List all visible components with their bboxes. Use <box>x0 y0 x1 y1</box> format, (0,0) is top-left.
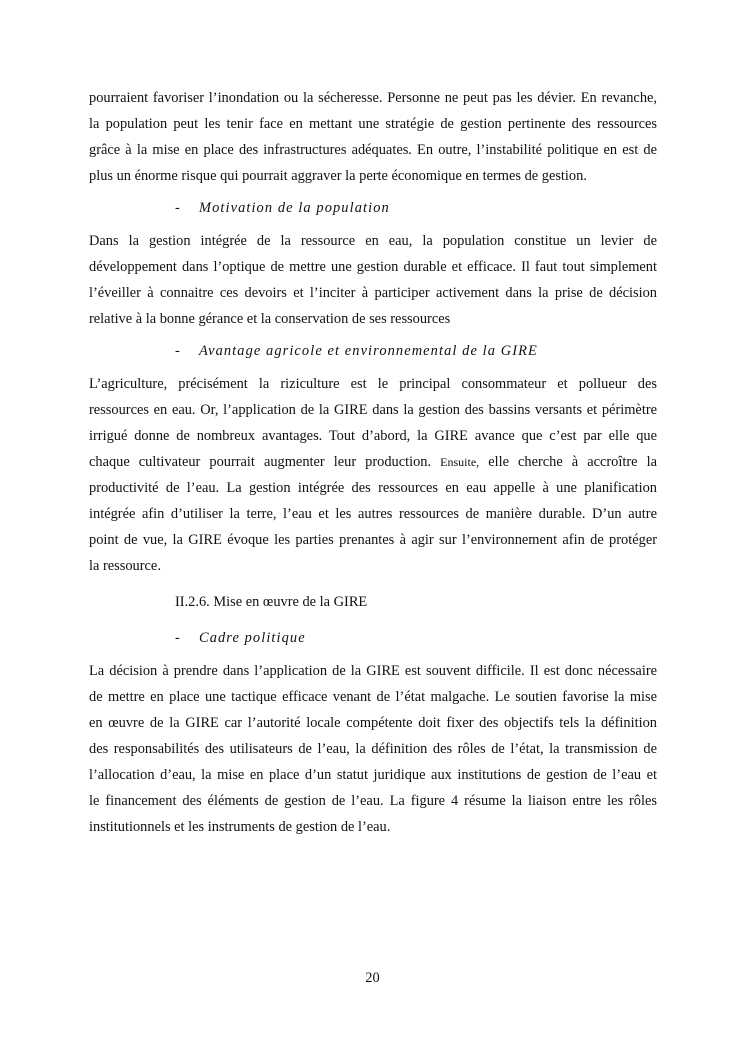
text-line: ressources en eau. Or, l’application de la GIRE dans la gestion des bassins versants et périmètre <box>89 402 657 418</box>
text-fragment-small: Ensuite, <box>440 455 480 469</box>
paragraph-avantage <box>89 371 657 579</box>
text-line <box>89 449 657 475</box>
text-line: l’allocation d’eau, la mise en place d’un statut juridique aux institutions de gestion de l’eau et <box>89 767 657 783</box>
text-line: des responsabilités des utilisateurs de l’eau, la définition des rôles de l’état, la transmission de <box>89 741 657 757</box>
text-line: l’éveiller à connaitre ces devoirs et l’inciter à participer activement dans la prise de décision <box>89 285 657 301</box>
text-line: pourraient favoriser l’inondation ou la sécheresse. Personne ne peut pas les dévier. En revanche, <box>89 90 657 106</box>
text-line: relative à la bonne gérance et la conservation de ses ressources <box>89 311 451 327</box>
bullet-motivation <box>89 195 657 221</box>
text-line: productivité de l’eau. La gestion intégrée des ressources en eau appelle à une planification <box>89 480 657 496</box>
text-line: en œuvre de la GIRE car l’autorité locale compétente doit fixer des objectifs tels la définition <box>89 715 657 731</box>
bullet-avantage <box>89 338 657 364</box>
bullet-dash: - <box>175 200 180 216</box>
paragraph-risques <box>89 85 657 189</box>
section-heading: II.2.6. Mise en œuvre de la GIRE <box>175 594 368 610</box>
bullet-heading-motivation: Motivation de la population <box>199 200 390 216</box>
text-line: plus un énorme risque qui pourrait aggraver la perte économique en termes de gestion. <box>89 168 587 184</box>
bullet-dash: - <box>175 343 180 359</box>
text-line: Dans la gestion intégrée de la ressource en eau, la population constitue un levier de <box>89 233 657 249</box>
text-line: L’agriculture, précisément la riziculture est le principal consommateur et pollueur des <box>89 376 657 392</box>
text-line: irrigué donne de nombreux avantages. Tout d’abord, la GIRE avance que c’est par elle que <box>89 428 657 444</box>
text-line: développement dans l’optique de mettre une gestion durable et efficace. Il faut tout simplement <box>89 259 657 275</box>
text-line: institutionnels et les instruments de gestion de l’eau. <box>89 819 391 835</box>
bullet-heading-avantage: Avantage agricole et environnemental de la GIRE <box>199 343 538 359</box>
bullet-dash: - <box>175 630 180 646</box>
page-number: 20 <box>365 970 380 986</box>
document-page <box>89 85 657 846</box>
text-line: point de vue, la GIRE évoque les parties prenantes à agir sur l’environnement afin de protéger <box>89 532 657 548</box>
text-line: la ressource. <box>89 558 161 574</box>
text-line: grâce à la mise en place des infrastructures adéquates. En outre, l’instabilité politique en est de <box>89 142 657 158</box>
text-line: La décision à prendre dans l’application de la GIRE est souvent difficile. Il est donc nécessaire <box>89 663 657 679</box>
paragraph-motivation <box>89 228 657 332</box>
text-fragment: elle cherche à accroître la <box>488 454 657 470</box>
bullet-heading-cadre: Cadre politique <box>199 630 306 646</box>
text-line: la population peut les tenir face en mettant une stratégie de gestion pertinente des ressources <box>89 116 657 132</box>
text-fragment: chaque cultivateur pourrait augmenter leur production. <box>89 454 432 470</box>
paragraph-cadre <box>89 658 657 840</box>
bullet-cadre <box>89 625 657 651</box>
text-line: le financement des éléments de gestion de l’eau. La figure 4 résume la liaison entre les rôles <box>89 793 657 809</box>
text-line: intégrée afin d’utiliser la terre, l’eau et les autres ressources de manière durable. D’un autre <box>89 506 657 522</box>
text-line: de mettre en place une tactique efficace venant de l’état malgache. Le soutien favorise la mise <box>89 689 657 705</box>
